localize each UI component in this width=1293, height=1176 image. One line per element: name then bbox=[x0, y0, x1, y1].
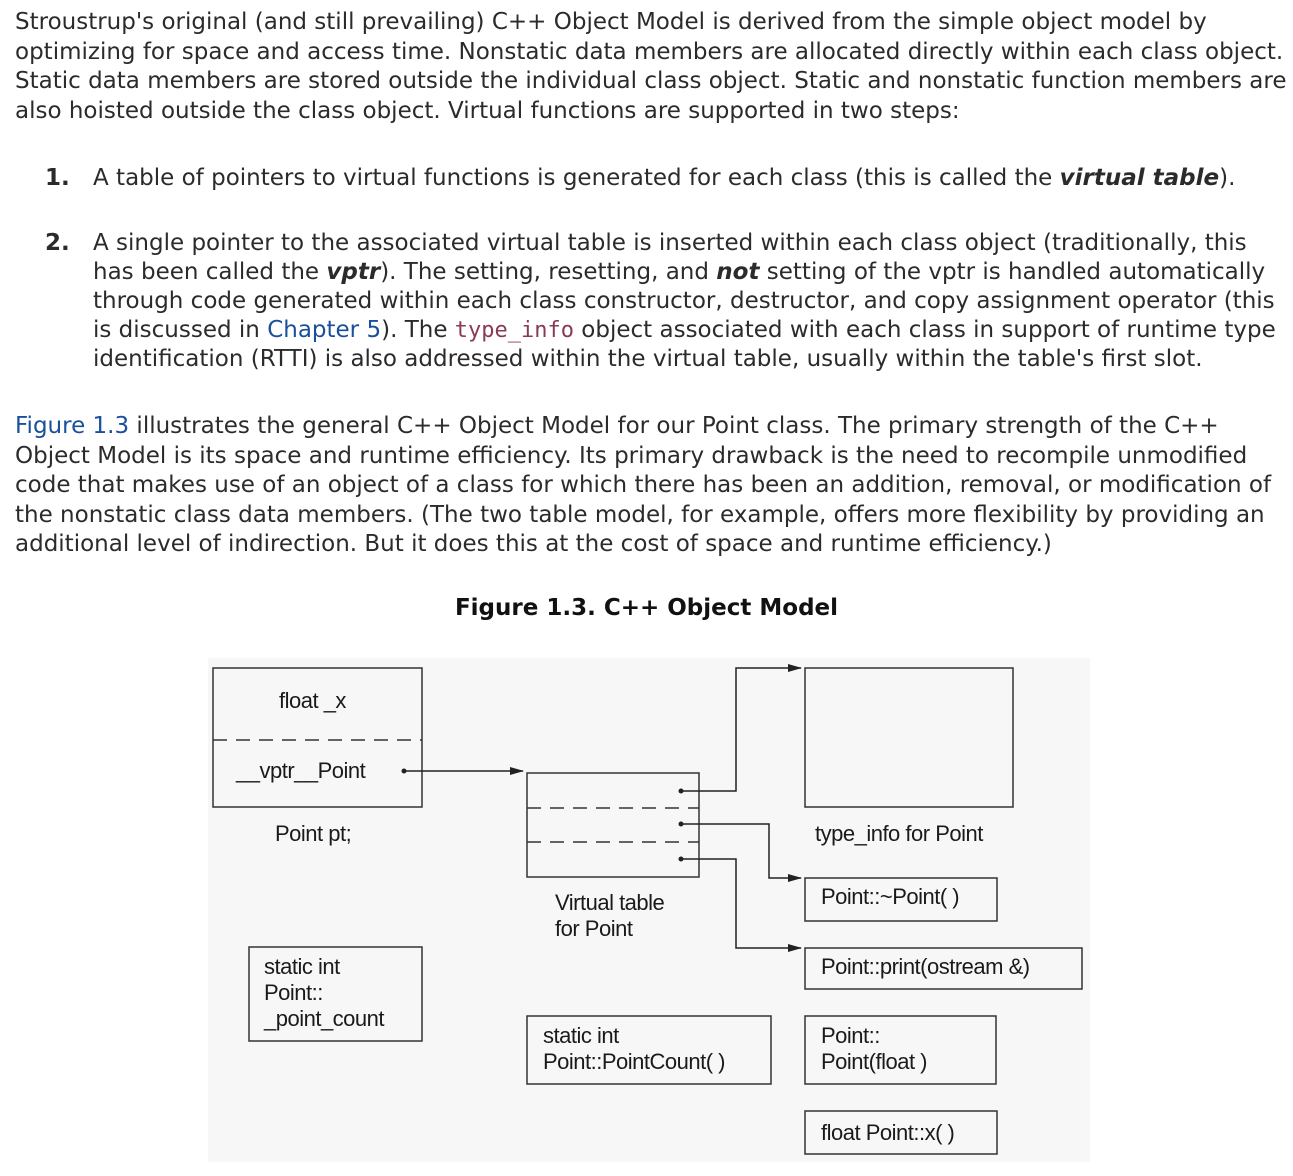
static-member-line: Point:: bbox=[264, 980, 323, 1005]
type-info-box bbox=[805, 668, 1013, 807]
virtual-table-box bbox=[527, 773, 699, 877]
figure-caption: Figure 1.3. C++ Object Model bbox=[454, 595, 839, 621]
static-member-line: static int bbox=[264, 954, 340, 979]
vtable-label-line: for Point bbox=[555, 916, 633, 941]
vtable-label-line: Virtual table bbox=[555, 890, 665, 915]
static-function-line: static int bbox=[543, 1023, 619, 1048]
object-label: Point pt; bbox=[275, 821, 352, 846]
constructor-line: Point(float ) bbox=[821, 1049, 927, 1074]
vtable-slot-dot bbox=[679, 789, 684, 794]
accessor-label: float Point::x( ) bbox=[821, 1120, 955, 1145]
static-function-line: Point::PointCount( ) bbox=[543, 1049, 725, 1074]
constructor-line: Point:: bbox=[821, 1023, 880, 1048]
chapter-5-link[interactable]: Chapter 5 bbox=[267, 317, 382, 343]
destructor-label: Point::~Point( ) bbox=[821, 884, 960, 909]
list-number: 2. bbox=[45, 230, 70, 256]
vtable-slot-dot bbox=[679, 857, 684, 862]
figure-1-3-link[interactable]: Figure 1.3 bbox=[15, 413, 130, 439]
object-model-figure bbox=[208, 658, 1090, 1162]
field-vptr-label: __vptr__Point bbox=[236, 758, 366, 783]
static-member-line: _point_count bbox=[264, 1006, 384, 1031]
vtable-slot-dot bbox=[679, 822, 684, 827]
list-text: A single pointer to the associated virtual table is inserted within each class object (traditionally, this has been called the vptr). The setting, resetting, and not setting of the vptr is handled automatically through code generated within each class constructor, destructor, and copy assignment operator (this is discussed in Chapter 5). The type_info object associated with each class in support of runtime type identification (RTTI) is also addressed within the virtual table, usually within the table's first slot. bbox=[93, 230, 1276, 372]
type-info-code: type_info bbox=[454, 318, 574, 343]
type-info-label: type_info for Point bbox=[815, 821, 983, 846]
not-term: not bbox=[716, 259, 760, 285]
vptr-term: vptr bbox=[326, 259, 381, 285]
intro-paragraph: Stroustrup's original (and still prevailing) C++ Object Model is derived from the simple object model by optimizing for space and access time. Nonstatic data members are allocated directly within each class object. Static data members are stored outside the individual class object. Static and nonstatic function members are also hoisted outside the class object. Virtual functions are supported in two steps: bbox=[15, 9, 1287, 124]
object-model-diagram bbox=[208, 658, 1090, 1162]
virtual-table-term: virtual table bbox=[1059, 165, 1220, 191]
print-function-label: Point::print(ostream &) bbox=[821, 954, 1030, 979]
list-text: A table of pointers to virtual functions is generated for each class (this is called the virtual table). bbox=[93, 165, 1236, 191]
list-number: 1. bbox=[45, 165, 70, 191]
figure-description-paragraph: Figure 1.3 illustrates the general C++ Object Model for our Point class. The primary strength of the C++ Object Model is its space and runtime efficiency. Its primary drawback is the need to recompile unmodified code that makes use of an object of a class for which there has been an addition, removal, or modification of the nonstatic class data members. (The two table model, for example, offers more flexibility by providing an additional level of indirection. But it does this at the cost of space and runtime efficiency.) bbox=[15, 413, 1272, 557]
vptr-dot bbox=[402, 769, 407, 774]
field-x-label: float _x bbox=[279, 688, 346, 713]
